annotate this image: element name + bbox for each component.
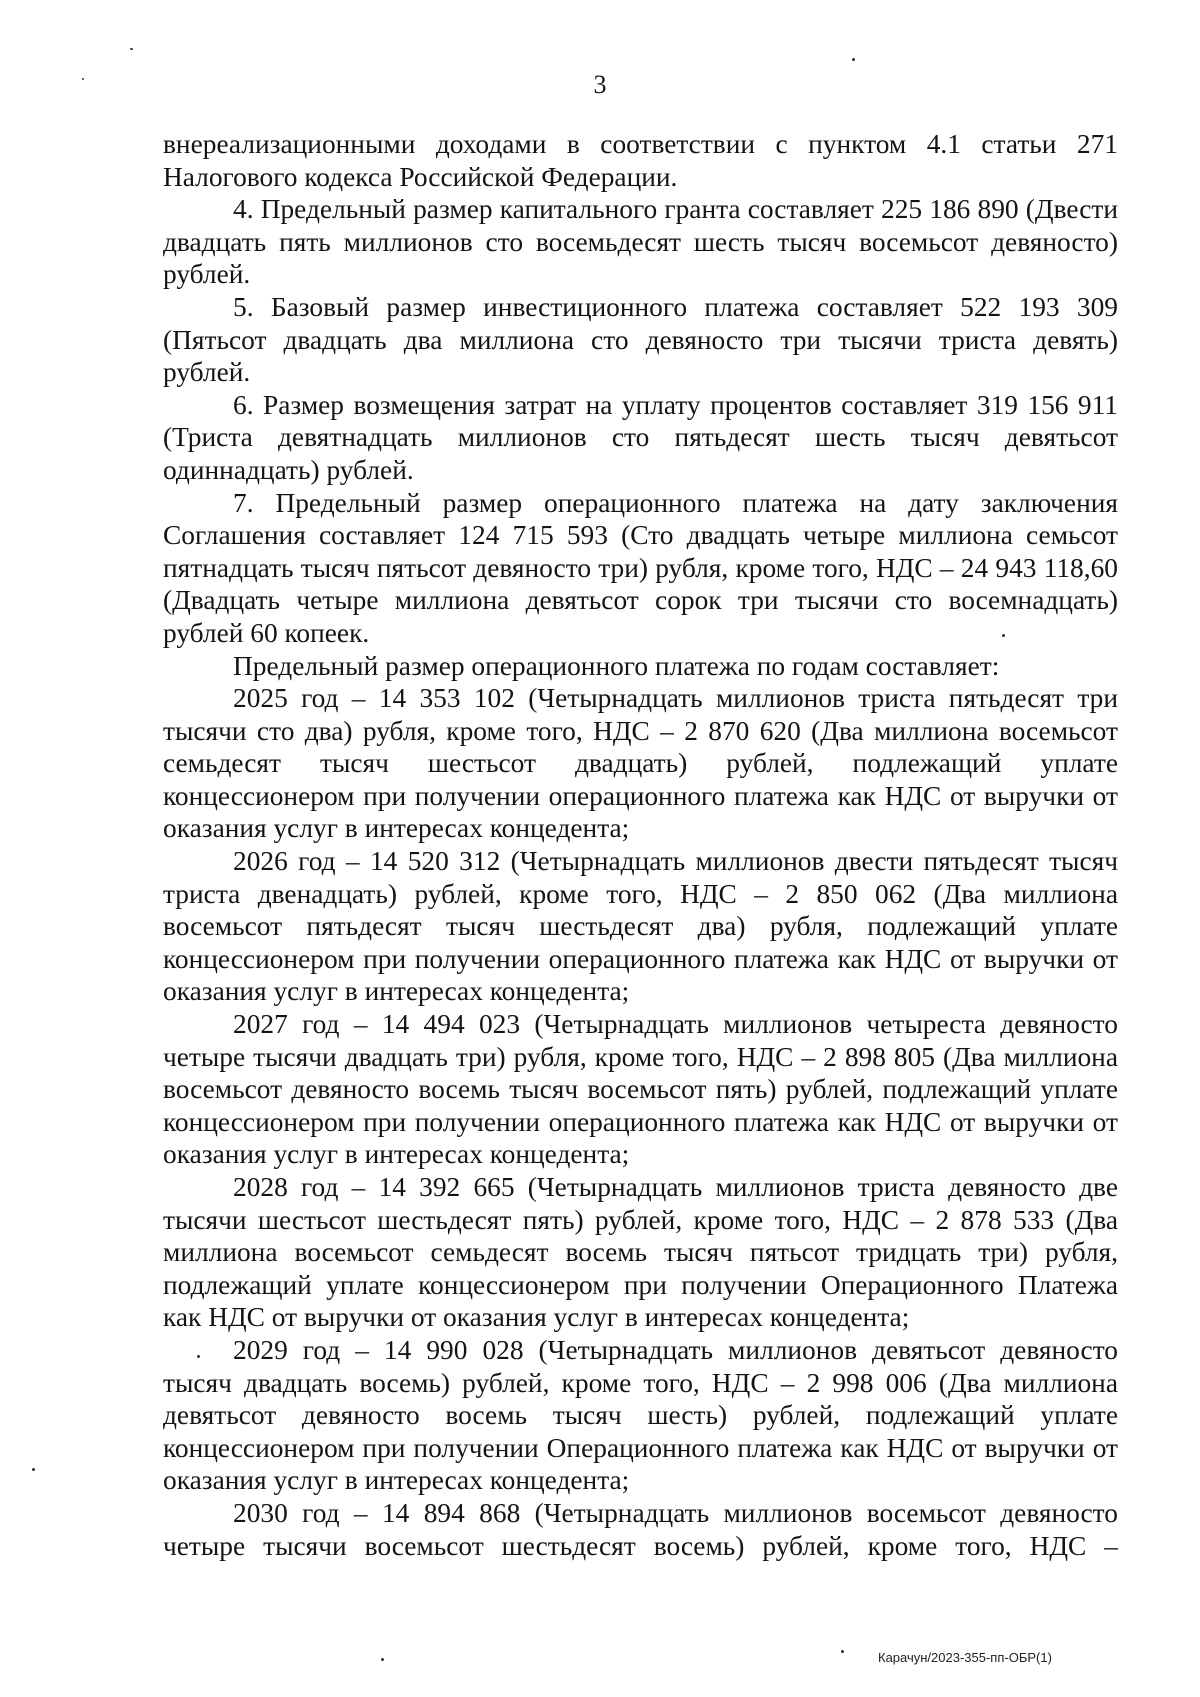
scan-speck <box>1002 634 1005 637</box>
paragraph-item-7: 7. Предельный размер операционного платежа на дату заключения Соглашения составляет 124 715 593 (Сто двадцать четыре миллиона семьсот пятнадцать тысяч пятьсот девяносто три) рубля, кроме того, НДС – 24 943 118,60 (Двадцать четыре миллиона девятьсот сорок три тысячи сто восемнадцать) рублей 60 копеек. <box>163 487 1118 648</box>
scan-speck <box>841 1650 844 1653</box>
scan-speck <box>130 48 133 50</box>
page-number: 3 <box>593 70 607 99</box>
paragraph-year-2030: 2030 год – 14 894 868 (Четырнадцать миллионов восемьсот девяносто четыре тысячи восемьсот шестьдесят восемь) рублей, кроме того, НДС – <box>163 1497 1118 1561</box>
scan-speck <box>82 78 84 80</box>
scan-speck <box>197 1355 200 1358</box>
paragraph-year-2026: 2026 год – 14 520 312 (Четырнадцать миллионов двести пятьдесят тысяч триста двенадцать) рублей, кроме того, НДС – 2 850 062 (Два миллиона восемьсот пятьдесят тысяч шестьдесят два) рубля, подлежащий уплате концессионером при получении операционного платежа как НДС от выручки от оказания услуг в интересах концедента; <box>163 846 1118 1007</box>
document-code: Карачун/2023-355-пп-ОБР(1) <box>878 1650 1052 1665</box>
paragraph-item-5: 5. Базовый размер инвестиционного платежа составляет 522 193 309 (Пятьсот двадцать два миллиона сто девяносто три тысячи триста девять) рублей. <box>163 291 1118 388</box>
scan-speck <box>32 1468 35 1471</box>
paragraph-year-2029: 2029 год – 14 990 028 (Четырнадцать миллионов девятьсот девяносто тысяч двадцать восемь) рублей, кроме того, НДС – 2 998 006 (Два миллиона девятьсот девяносто восемь тысяч шесть) рублей, подлежащий уплате концессионером при получении Операционного платежа как НДС от выручки от оказания услуг в интересах концедента; <box>163 1334 1118 1496</box>
document-body <box>163 128 1118 1562</box>
paragraph-yearly-intro: Предельный размер операционного платежа по годам составляет: <box>233 650 1000 681</box>
paragraph-year-2027: 2027 год – 14 494 023 (Четырнадцать миллионов четыреста девяносто четыре тысячи двадцать три) рубля, кроме того, НДС – 2 898 805 (Два миллиона восемьсот девяносто восемь тысяч восемьсот пять) рублей, подлежащий уплате концессионером при получении операционного платежа как НДС от выручки от оказания услуг в интересах концедента; <box>163 1009 1118 1170</box>
paragraph-year-2025: 2025 год – 14 353 102 (Четырнадцать миллионов триста пятьдесят три тысячи сто два) рубля, кроме того, НДС – 2 870 620 (Два миллиона восемьсот семьдесят тысяч шестьсот двадцать) рублей, подлежащий уплате концессионером при получении операционного платежа как НДС от выручки от оказания услуг в интересах концедента; <box>163 683 1118 844</box>
paragraph-item-4: 4. Предельный размер капитального гранта составляет 225 186 890 (Двести двадцать пять миллионов сто восемьдесят шесть тысяч восемьсот девяносто) рублей. <box>163 194 1118 290</box>
paragraph-item-6: 6. Размер возмещения затрат на уплату процентов составляет 319 156 911 (Триста девятнадцать миллионов сто пятьдесят шесть тысяч девятьсот одиннадцать) рублей. <box>163 389 1118 485</box>
scan-speck <box>381 1658 384 1661</box>
paragraph-year-2028: 2028 год – 14 392 665 (Четырнадцать миллионов триста девяносто две тысячи шестьсот шестьдесят пять) рублей, кроме того, НДС – 2 878 533 (Два миллиона восемьсот семьдесят восемь тысяч пятьсот тридцать три) рубля, подлежащий уплате концессионером при получении Операционного Платежа как НДС от выручки от оказания услуг в интересах концедента; <box>163 1172 1118 1333</box>
scan-speck <box>852 58 855 61</box>
paragraph-continuation: внереализационными доходами в соответствии с пунктом 4.1 статьи 271 Налогового кодекса Российской Федерации. <box>163 129 1118 192</box>
